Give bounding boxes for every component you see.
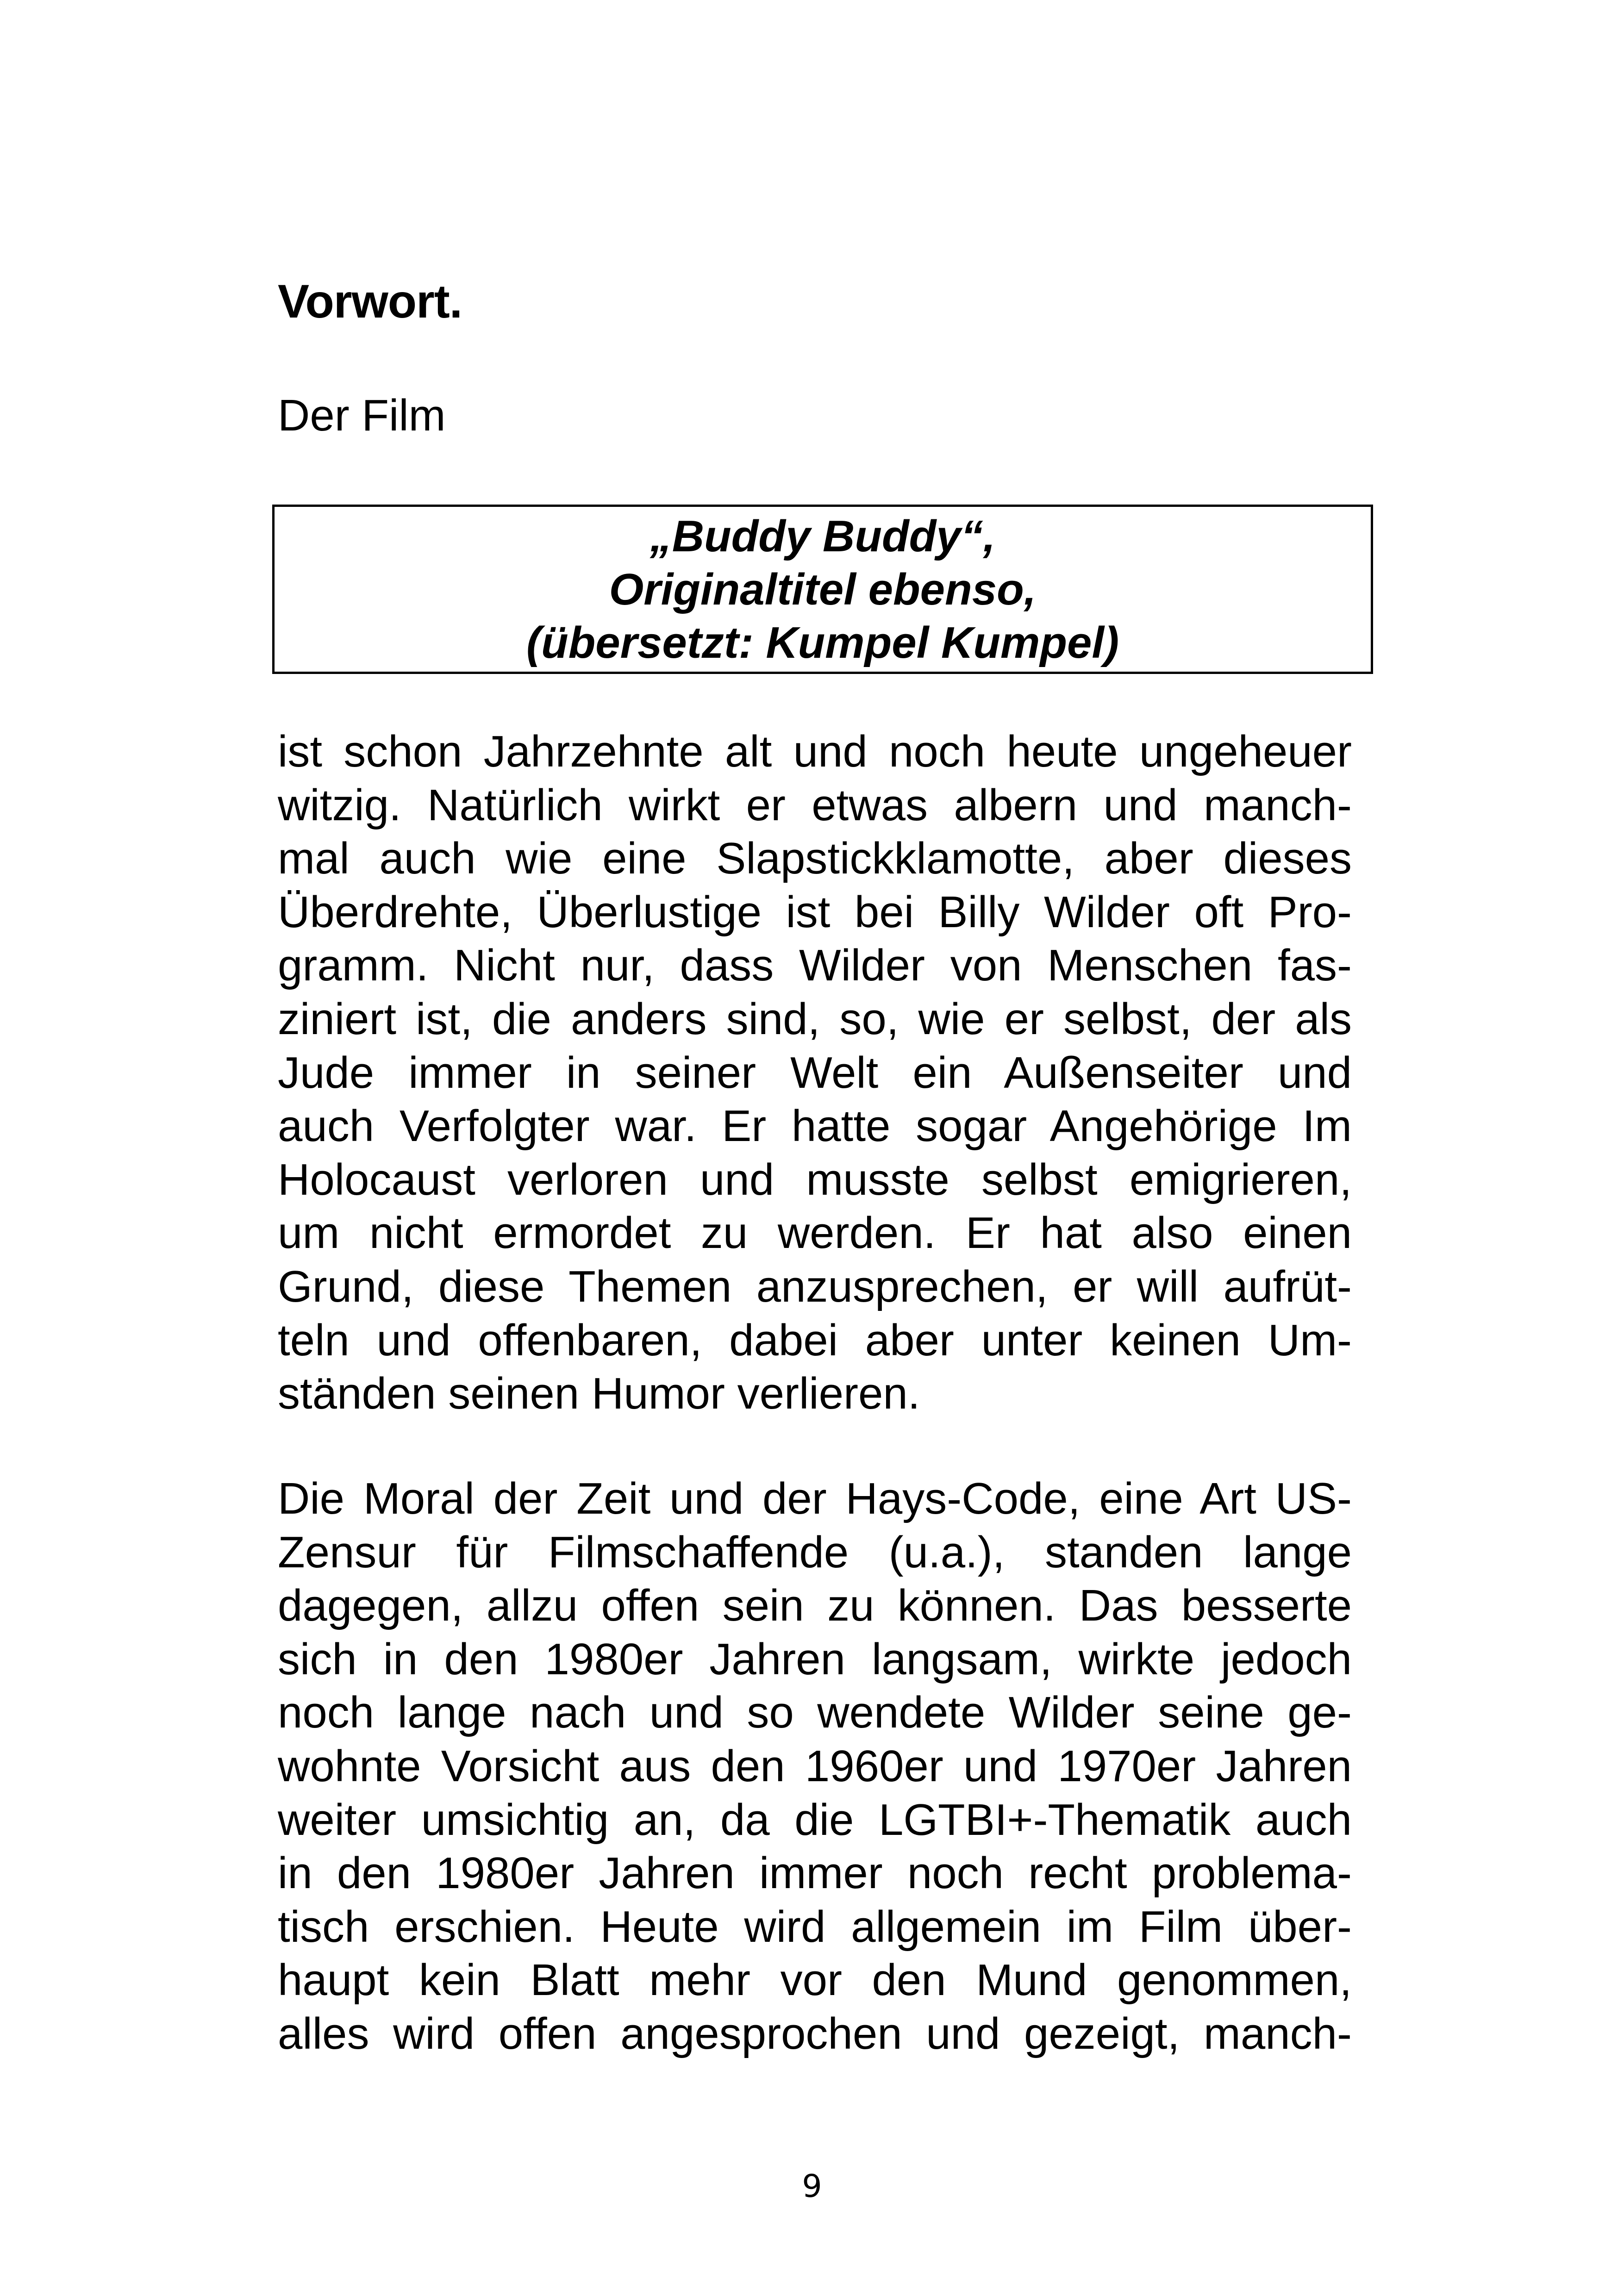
paragraph-line: mal auch wie eine Slapstickklamotte, aber dieses	[278, 834, 1352, 884]
paragraph-line: sich in den 1980er Jahren langsam, wirkte jedoch	[278, 1634, 1352, 1684]
paragraph-line: um nicht ermordet zu werden. Er hat also einen	[278, 1208, 1352, 1258]
paragraph-2	[278, 1472, 1352, 2061]
paragraph-line: ist schon Jahrzehnte alt und noch heute ungeheuer	[278, 727, 1352, 776]
paragraph-line: wohnte Vorsicht aus den 1960er und 1970er Jahren	[278, 1741, 1352, 1791]
film-title-box	[272, 505, 1373, 674]
chapter-heading: Vorwort.	[278, 275, 462, 328]
paragraph-line: Zensur für Filmschaffende (u.a.), standen lange	[278, 1527, 1352, 1577]
translated-title-note: (übersetzt: Kumpel Kumpel)	[526, 617, 1119, 667]
paragraph-line: alles wird offen angesprochen und gezeigt, manch-	[278, 2008, 1352, 2058]
paragraph-line: noch lange nach und so wendete Wilder seine ge-	[278, 1688, 1352, 1738]
paragraph-line: ständen seinen Humor verlieren.	[278, 1369, 920, 1419]
page-number: 9	[802, 2168, 822, 2205]
paragraph-line: Überdrehte, Überlustige ist bei Billy Wilder oft Pro-	[278, 887, 1352, 937]
paragraph-line: ziniert ist, die anders sind, so, wie er selbst, der als	[278, 994, 1352, 1044]
paragraph-line: haupt kein Blatt mehr vor den Mund genommen,	[278, 1955, 1352, 2005]
paragraph-line: Holocaust verloren und musste selbst emigrieren,	[278, 1154, 1352, 1204]
paragraph-line: Jude immer in seiner Welt ein Außenseiter und	[278, 1048, 1352, 1098]
paragraph-line: auch Verfolgter war. Er hatte sogar Angehörige Im	[278, 1101, 1352, 1151]
paragraph-line: weiter umsichtig an, da die LGTBI+-Thematik auch	[278, 1795, 1352, 1845]
film-title: „Buddy Buddy“,	[650, 511, 996, 561]
paragraph-line: dagegen, allzu offen sein zu können. Das besserte	[278, 1581, 1352, 1631]
paragraph-line: witzig. Natürlich wirkt er etwas albern und manch-	[278, 780, 1352, 830]
paragraph-line: teln und offenbaren, dabei aber unter keinen Um-	[278, 1315, 1352, 1365]
paragraph-line: gramm. Nicht nur, dass Wilder von Menschen fas-	[278, 941, 1352, 991]
paragraph-line: Die Moral der Zeit und der Hays-Code, eine Art US-	[278, 1474, 1352, 1523]
paragraph-line: in den 1980er Jahren immer noch recht problema-	[278, 1848, 1352, 1898]
paragraph-line: Grund, diese Themen anzusprechen, er will aufrüt-	[278, 1261, 1352, 1311]
paragraph-1	[278, 725, 1352, 1421]
original-title-note: Originaltitel ebenso,	[609, 564, 1037, 614]
intro-text: Der Film	[278, 391, 446, 440]
paragraph-line: tisch erschien. Heute wird allgemein im Film über-	[278, 1902, 1352, 1952]
